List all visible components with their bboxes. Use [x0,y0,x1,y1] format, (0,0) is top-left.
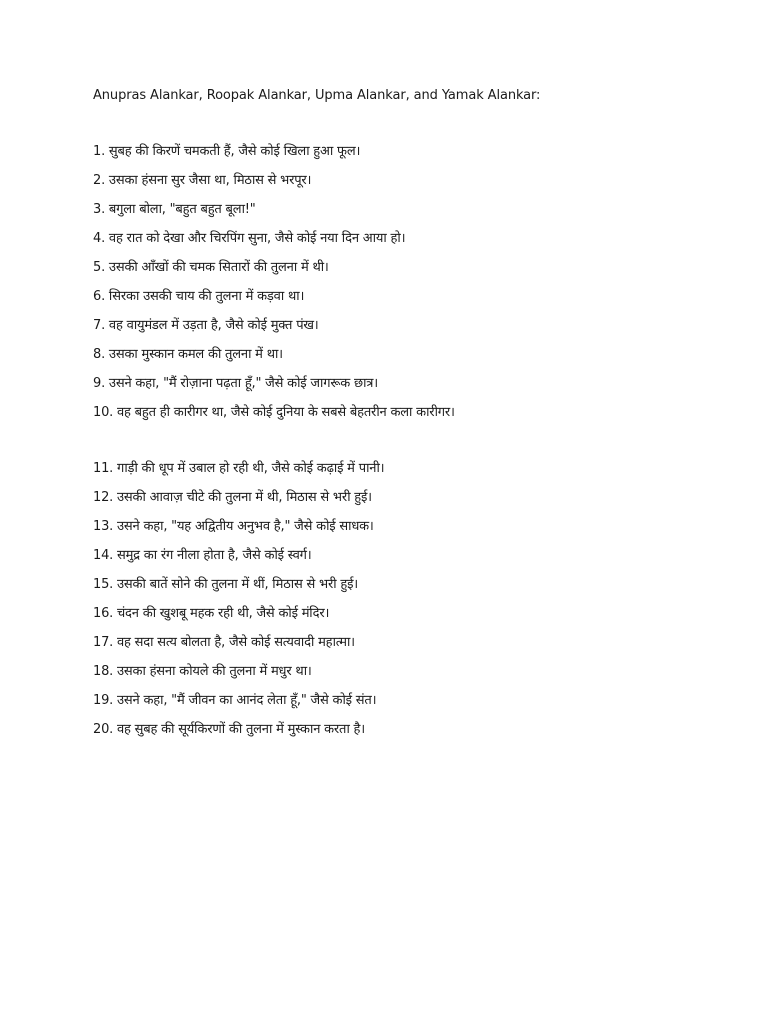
sentence-item: 19. उसने कहा, "मैं जीवन का आनंद लेता हूँ," जैसे कोई संत। [93,693,377,708]
sentence-item: 14. समुद्र का रंग नीला होता है, जैसे कोई स्वर्ग। [93,548,312,563]
sentence-item: 8. उसका मुस्कान कमल की तुलना में था। [93,347,283,362]
sentence-item: 7. वह वायुमंडल में उड़ता है, जैसे कोई मुक्त पंख। [93,318,319,333]
document-heading: Anupras Alankar, Roopak Alankar, Upma Alankar, and Yamak Alankar: [93,88,541,103]
sentence-item: 4. वह रात को देखा और चिरपिंग सुना, जैसे कोई नया दिन आया हो। [93,231,406,246]
sentence-item: 6. सिरका उसकी चाय की तुलना में कड़वा था। [93,289,305,304]
sentence-item: 1. सुबह की किरणें चमकती हैं, जैसे कोई खिला हुआ फूल। [93,144,361,159]
sentence-item: 13. उसने कहा, "यह अद्वितीय अनुभव है," जैसे कोई साधक। [93,519,374,534]
sentence-item: 2. उसका हंसना सुर जैसा था, मिठास से भरपूर। [93,173,312,188]
sentence-item: 10. वह बहुत ही कारीगर था, जैसे कोई दुनिया के सबसे बेहतरीन कला कारीगर। [93,405,455,420]
sentence-item: 5. उसकी आँखों की चमक सितारों की तुलना में थी। [93,260,329,275]
sentence-item: 20. वह सुबह की सूर्यकिरणों की तुलना में मुस्कान करता है। [93,722,365,737]
sentence-item: 3. बगुला बोला, "बहुत बहुत बूला!" [93,202,256,217]
sentence-item: 12. उसकी आवाज़ चीटे की तुलना में थी, मिठास से भरी हुई। [93,490,372,505]
sentence-item: 11. गाड़ी की धूप में उबाल हो रही थी, जैसे कोई कढ़ाई में पानी। [93,461,385,476]
sentence-list-1-10 [93,142,455,432]
sentence-list-11-20 [93,459,384,749]
sentence-item: 18. उसका हंसना कोयले की तुलना में मधुर था। [93,664,312,679]
sentence-item: 16. चंदन की खुशबू महक रही थी, जैसे कोई मंदिर। [93,606,330,621]
sentence-item: 15. उसकी बातें सोने की तुलना में थीं, मिठास से भरी हुई। [93,577,358,592]
sentence-item: 17. वह सदा सत्य बोलता है, जैसे कोई सत्यवादी महात्मा। [93,635,355,650]
sentence-item: 9. उसने कहा, "मैं रोज़ाना पढ़ता हूँ," जैसे कोई जागरूक छात्र। [93,376,378,391]
